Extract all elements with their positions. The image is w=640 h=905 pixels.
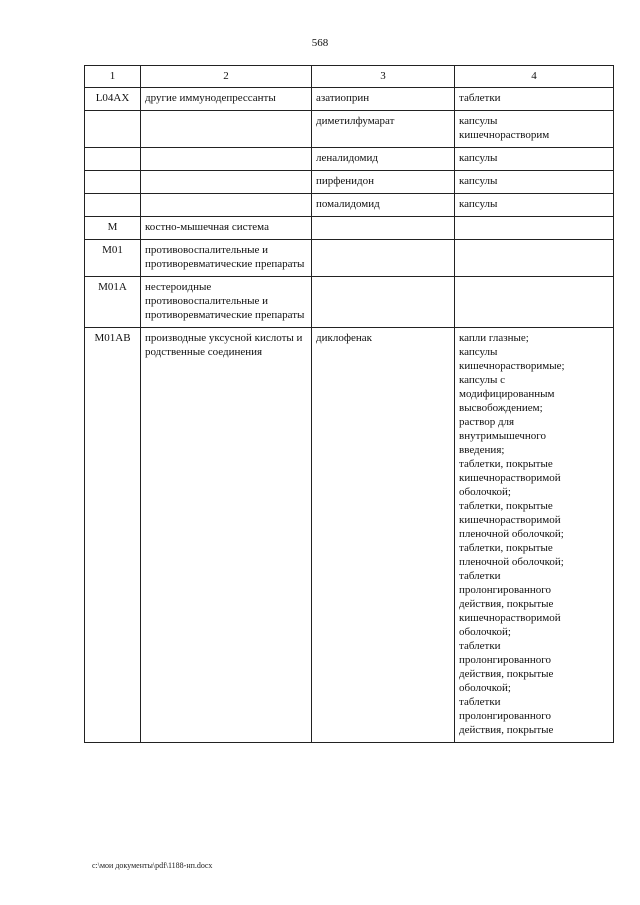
anatomical-therapeutic-group-cell — [141, 171, 312, 194]
dosage-form-line: капсулы — [459, 175, 498, 187]
dosage-form-line: оболочкой; — [459, 626, 511, 638]
dosage-forms-cell — [455, 111, 614, 148]
dosage-form-line: пролонгированного — [459, 584, 551, 596]
dosage-form-line: пленочной оболочкой; — [459, 556, 564, 568]
dosage-form-line: действия, покрытые — [459, 598, 554, 610]
dosage-form-line: пролонгированного — [459, 710, 551, 722]
dosage-form-line: капсулы с — [459, 374, 506, 386]
anatomical-therapeutic-group-cell — [141, 148, 312, 171]
medicinal-product-cell: диклофенак — [312, 328, 455, 743]
medicinal-product-cell: леналидомид — [312, 148, 455, 171]
column-header-1: 1 — [85, 66, 141, 88]
atc-code-cell: M01A — [85, 277, 141, 328]
anatomical-therapeutic-group-cell — [141, 111, 312, 148]
medicinal-product-cell: помалидомид — [312, 194, 455, 217]
dosage-forms-cell — [455, 217, 614, 240]
medicinal-product-cell: пирфенидон — [312, 171, 455, 194]
dosage-form-line: кишечнорастворимой — [459, 514, 561, 526]
atc-code-cell — [85, 148, 141, 171]
dosage-forms-cell — [455, 328, 614, 743]
table-row — [85, 194, 614, 217]
medicinal-product-cell: азатиоприн — [312, 88, 455, 111]
dosage-form-line: капсулы — [459, 115, 498, 127]
anatomical-therapeutic-group-cell: противовоспалительные и противоревматические препараты — [141, 240, 312, 277]
dosage-form-line: кишечнорастворимой — [459, 612, 561, 624]
dosage-form-line: введения; — [459, 444, 505, 456]
dosage-form-line: оболочкой; — [459, 682, 511, 694]
atc-code-cell — [85, 194, 141, 217]
dosage-form-line: таблетки — [459, 92, 501, 104]
dosage-form-line: таблетки — [459, 570, 501, 582]
table-row — [85, 88, 614, 111]
dosage-form-line: пленочной оболочкой; — [459, 528, 564, 540]
dosage-forms-cell — [455, 277, 614, 328]
dosage-form-line: внутримышечного — [459, 430, 546, 442]
dosage-form-line: таблетки — [459, 696, 501, 708]
dosage-form-line: высвобождением; — [459, 402, 543, 414]
dosage-forms-cell — [455, 194, 614, 217]
dosage-form-line: оболочкой; — [459, 486, 511, 498]
dosage-form-line: кишечнорастворим — [459, 129, 550, 141]
dosage-form-line: капсулы — [459, 346, 498, 358]
dosage-form-line: капсулы — [459, 198, 498, 210]
column-header-3: 3 — [312, 66, 455, 88]
anatomical-therapeutic-group-cell: производные уксусной кислоты и родственные соединения — [141, 328, 312, 743]
dosage-form-line: действия, покрытые — [459, 668, 554, 680]
dosage-form-line: капли глазные; — [459, 332, 529, 344]
dosage-form-line: таблетки, покрытые — [459, 542, 553, 554]
atc-code-cell: M — [85, 217, 141, 240]
page-number: 568 — [311, 37, 329, 49]
table-row — [85, 328, 614, 743]
dosage-form-line: пролонгированного — [459, 654, 551, 666]
atc-code-cell: M01AB — [85, 328, 141, 743]
medicinal-product-cell: диметилфумарат — [312, 111, 455, 148]
dosage-form-line: модифицированным — [459, 388, 555, 400]
anatomical-therapeutic-group-cell: нестероидные противовоспалительные и противоревматические препараты — [141, 277, 312, 328]
column-header-4: 4 — [455, 66, 614, 88]
dosage-form-line: таблетки — [459, 640, 501, 652]
table-body — [85, 66, 614, 743]
dosage-form-line: кишечнорастворимой — [459, 472, 561, 484]
dosage-form-line: таблетки, покрытые — [459, 500, 553, 512]
table-row — [85, 240, 614, 277]
table-row — [85, 217, 614, 240]
dosage-form-line: кишечнорастворимые; — [459, 360, 565, 372]
table-row — [85, 277, 614, 328]
atc-code-cell: M01 — [85, 240, 141, 277]
table-row — [85, 171, 614, 194]
footer-file-path: c:\мои документы\pdf\1188-нп.docx — [92, 861, 213, 870]
medicinal-product-cell — [312, 277, 455, 328]
dosage-forms-cell — [455, 240, 614, 277]
dosage-forms-cell — [455, 88, 614, 111]
table-row — [85, 148, 614, 171]
atc-code-cell — [85, 171, 141, 194]
dosage-forms-cell — [455, 148, 614, 171]
anatomical-therapeutic-group-cell: костно-мышечная система — [141, 217, 312, 240]
table-row — [85, 111, 614, 148]
anatomical-therapeutic-group-cell: другие иммунодепрессанты — [141, 88, 312, 111]
table-header-row — [85, 66, 614, 88]
dosage-form-line: таблетки, покрытые — [459, 458, 553, 470]
dosage-forms-cell — [455, 171, 614, 194]
dosage-form-line: капсулы — [459, 152, 498, 164]
column-header-2: 2 — [141, 66, 312, 88]
atc-code-cell — [85, 111, 141, 148]
atc-code-cell: L04AX — [85, 88, 141, 111]
medicinal-product-cell — [312, 217, 455, 240]
medicinal-product-cell — [312, 240, 455, 277]
medication-table — [84, 65, 614, 743]
dosage-form-line: действия, покрытые — [459, 724, 554, 736]
anatomical-therapeutic-group-cell — [141, 194, 312, 217]
dosage-form-line: раствор для — [459, 416, 515, 428]
